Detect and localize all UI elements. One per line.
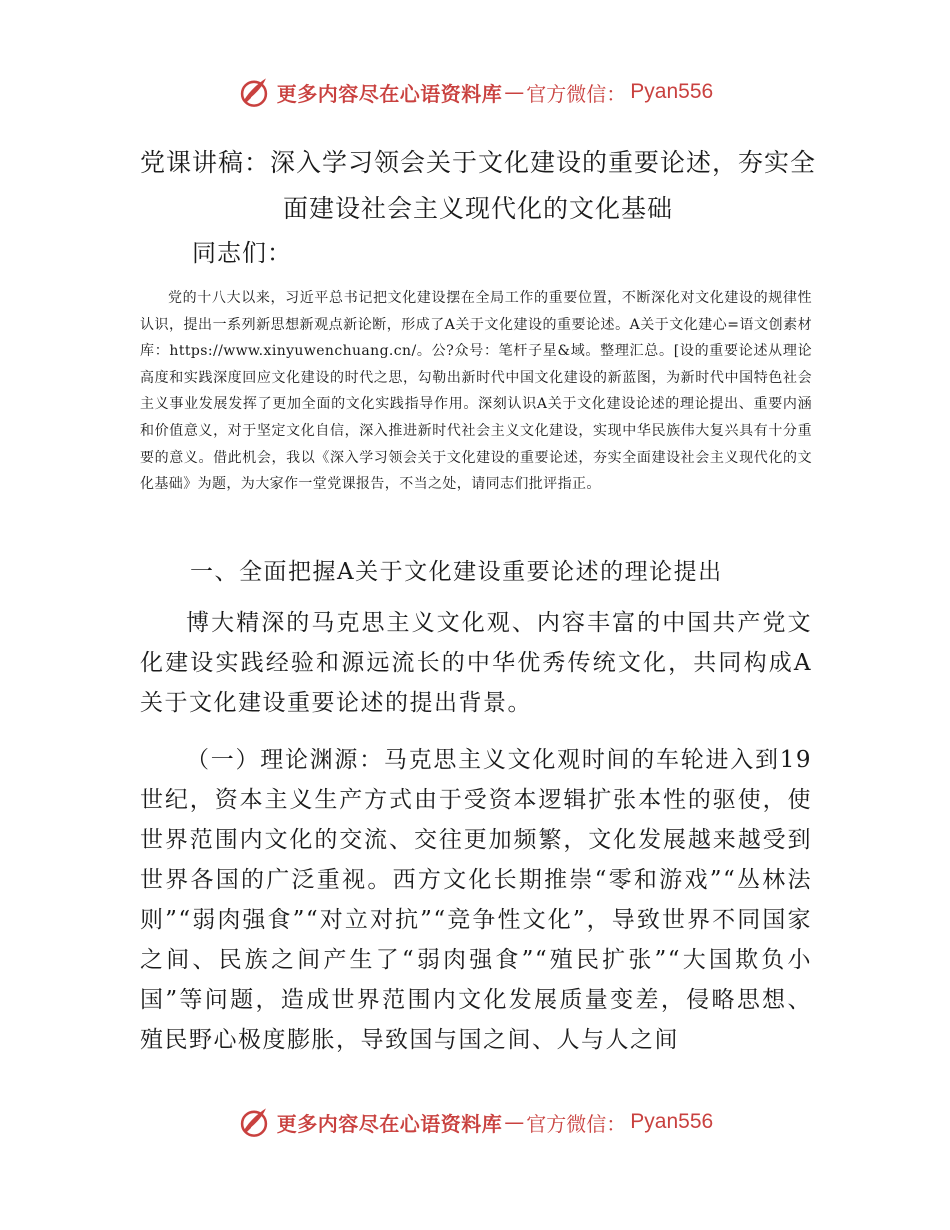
footer-watermark-banner [0,1100,950,1144]
header-watermark-banner [0,70,950,114]
banner-slogan: 更多内容尽在心语资料库 [276,81,503,106]
banner-contact-label: 官方微信： [526,81,627,106]
banner-contact-id: Pyan556 [630,80,714,103]
intro-paragraph: 党的十八大以来，习近平总书记把文化建设摆在全局工作的重要位置，不断深化对文化建设的规律性认识，提出一系列新思想新观点新论断，形成了A关于文化建设的重要论述。A关于文化建心=语文创素材库：https://www.xinyuwenchuang.cn/。公?众号：笔杆子星&域。整理汇总。[设的重要论述从理论高度和实践深度回应文化建设的时代之思，勾勒出新时代中国文化建设的新蓝图，为新时代中国特色社会主义事业发展发挥了更加全面的文化实践指导作用。深刻认识A关于文化建设论述的理论提出、重要内涵和价值意义，对于坚定文化自信，深入推进新时代社会主义文化建设，实现中华民族伟大复兴具有十分重要的意义。借此机会，我以《深入学习领会关于文化建设的重要论述，夯实全面建设社会主义现代化的文化基础》为题，为大家作一堂党课报告，不当之处，请同志们批评指正。 [140,290,812,493]
banner-dash: — [504,1110,525,1134]
salutation: 同志们： [192,239,292,267]
quill-pen-logo-icon [237,1105,271,1139]
banner-slogan: 更多内容尽在心语资料库 [276,1111,503,1136]
banner-contact-label: 官方微信： [526,1111,627,1136]
quill-pen-logo-icon [237,75,271,109]
body-paragraph: （一）理论渊源：马克思主义文化观时间的车轮进入到19世纪，资本主义生产方式由于受资本逻辑扩张本性的驱使，使世界范围内文化的交流、交往更加频繁，文化发展越来越受到世界各国的广泛重视。西方文化长期推崇“零和游戏”“丛林法则”“弱肉强食”“对立对抗”“竞争性文化”，导致世界不同国家之间、民族之间产生了“弱肉强食”“殖民扩张”“大国欺负小国”等问题，造成世界范围内文化发展质量变差，侵略思想、殖民野心极度膨胀，导致国与国之间、人与人之间 [140,747,812,1053]
body-paragraph: 博大精深的马克思主义文化观、内容丰富的中国共产党文化建设实践经验和源远流长的中华优秀传统文化，共同构成A关于文化建设重要论述的提出背景。 [140,610,812,716]
section-heading: 一、全面把握A关于文化建设重要论述的理论提出 [190,559,723,585]
banner-dash: — [504,80,525,104]
banner-contact-id: Pyan556 [630,1110,714,1133]
document-title: 党课讲稿：深入学习领会关于文化建设的重要论述，夯实全面建设社会主义现代化的文化基础 [139,148,816,223]
